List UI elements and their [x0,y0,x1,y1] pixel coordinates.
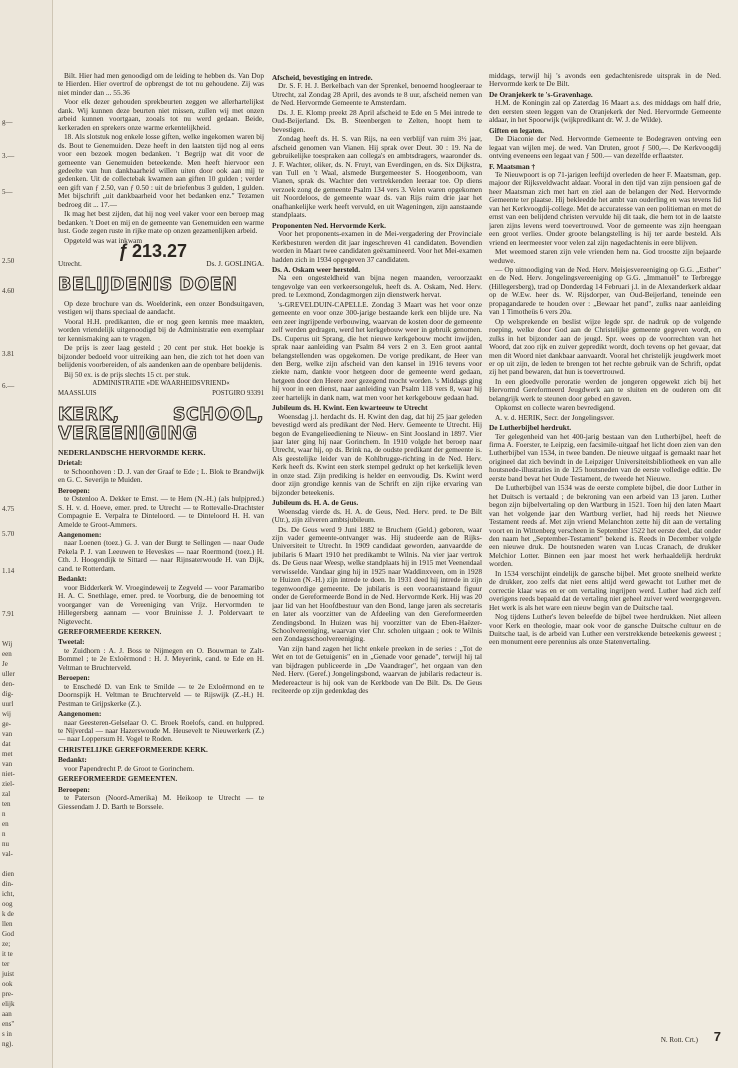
article-paragraph: Opkomst en collecte waren bevredigend. [495,403,616,413]
article-heading: Aangenomen: [58,709,102,719]
article-paragraph: Nog tijdens Luther's leven beleefde de bijbel twee herdrukken. Niet alleen voor Kerk en theologie, maar ook voor de gansche Duitsche cultuur en de Duitsche taal, is de arbeid van Luther een verstrekkende beteekenis geweest ; een monument eere perennius als onze Statenvertaling. [489,612,721,647]
margin-fragment: 2.50 [2,257,15,265]
margin-fragment: God [2,930,15,938]
margin-fragment: 5.70 [2,530,15,538]
article-heading: Bedankt: [58,574,87,584]
margin-fragment: met [2,750,13,758]
article-heading: Jubileum ds. H. Kwint. Een kwarteeuw te Utrecht [272,403,428,413]
margin-fragment: g— [2,118,13,126]
article-heading: Beroepen: [58,485,90,495]
admin-name: ADMINISTRATIE »DE WAARHEIDSVRIEND« [92,380,230,388]
article-paragraph: Na een ongesteldheid van bijna negen maanden, veroorzaakt tengevolge van een verkeersongeluk, heeft ds. A. Oskam, Ned. Herv. pred. te Lexmond, Zondagmorgen zijn dienstwerk hervat. [272,273,482,300]
article-paragraph: In 1534 verschijnt eindelijk de gansche bijbel. Met groote snelheid werkte de drukker, zoo zelfs dat niet eens altijd werd gewacht tot Luther met de correctie klaar was en er om vertaling ingrijpen werd. Luther had zich zelf overigens reeds bepaald dat de vertaling niet geheel zuiver werd weergegeven. Het werk is als het ware een nieuw begin van de Duitsche taal. [489,568,721,612]
article-heading: GEREFORMEERDE GEMEENTEN. [58,774,178,784]
belijdenis-article [58,300,264,379]
heading-belijdenis: BELIJDENIS DOEN [58,274,238,295]
article-heading: Afscheid, bevestiging en intrede. [272,73,373,82]
margin-fragment: een [2,650,12,658]
article-paragraph: te Ostenloo A. Dekker te Emst. — te Hem (N.-H.) (als hulpjpred.) S. H. v. d. Hoeve, emer. pred. te Utrecht — te Rottevalle-Drachtster Compagnie E. Verpalra te Dinteloord. — te Dinteloord H. H. van Amelde te Groot-Ammers. [58,494,264,529]
margin-fragment: juist [2,970,15,978]
margin-fragment: ng). [2,1040,14,1048]
article-paragraph: te Paterson (Noord-Amerika) M. Heikoop te Utrecht — te Giessendam J. D. Barth te Borssele. [58,793,264,811]
section-nhk: NEDERLANDSCHE HERVORMDE KERK. [58,447,206,457]
margin-fragment: n [2,830,6,838]
belijdenis-paragraph: Vooral H.H. predikanten, die er nog geen kennis mee maakten, worden vriendelijk uitgenoodigd bij de Administratie een exemplaar ter kennismaking aan te vragen. [58,316,264,343]
belijdenis-paragraph: Bij 50 ex. is de prijs slechts 15 ct. per stuk. [64,369,191,379]
signer-name: Ds. J. GOSLINGA. [206,258,264,268]
article-paragraph: te Enschedé D. van Enk te Smilde — te 2e Exloërmond en te Doornspijk H. Veltman te Bruchterveld — te Rijswijk (Z.-H.) H. Pestman te Grijpskerke (Z.). [58,681,264,708]
article-heading: Jubileum ds. H. A. de Geus. [272,498,359,508]
margin-fragment: 3.— [2,152,15,160]
article-heading: Beroepen: [58,673,90,683]
article-paragraph: Te Nieuwpoort is op 71-jarigen leeftijd overleden de heer F. Maatsman, gep. majoor der Rijksveldwacht aldaar. Vooral in den tijd van zijn pensioen gaf de heer Maatsman zich met hart en ziel aan de belangen der Ned. Hervormde Gemeente ter plaatse. Hij bekleedde het ambt van ouderling en was tevens lid van het Kerkvoogdij-college. Met de accuratesse van een politieman en met de ernst van een belijdend christen vervulde hij dit taak, die hem tot in de laatste jaren zijns levens werd toevertrouwd. Voor de gemeente was zijn heengaan een groot verlies. Onder groote belangstelling is hij ter aarde besteld. Als vriend en leermeester voor velen zal zijn nagedachtenis in eere blijven. [489,169,721,247]
article-paragraph: De Diaconie der Ned. Hervormde Gemeente te Bodegraven ontving een legaat van wijlen mej. de wed. Van Druten, groot ƒ 500,—. De Kerkvoogdij ontving eveneens een legaat van ƒ 500.— van dezelfde erflaatster. [489,134,721,161]
article-paragraph: Woensdag vierde ds. H. A. de Geus, Ned. Herv. pred. te De Bilt (Utr.), zijn zilveren ambtsjubileum. [272,506,482,525]
margin-fragment: uller [2,670,15,678]
margin-fragment: oog [2,900,13,908]
article-paragraph: Ter gelegenheid van het 400-jarig bestaan van den Lutherbijbel, heeft de firma A. Foerster, te Leipzig, een facsimile-uitgaaf het licht doen zien van den Lutherbijbel van 1534, in twee banden. De nieuwe uitgaaf is gemaakt naar het origineel dat zich bevindt in de Leipziger Universiteitsbibliotheek en van alle houtsnede-illustraties in de 125 houtsneden van de eerste volledige editie. De eerste band bevat het Oude Testament, de tweede het Nieuwe. [489,431,721,483]
margin-fragment: nu [2,840,9,848]
margin-fragment: Wij [2,640,13,648]
article-paragraph: naar Loenen (toez.) G. J. van der Burgt te Sellingen — naar Oude Pekela P. J. van Leeuwen te Heveskes — naar Roermond (toez.) H. Cth. J. Hoogendijk te Sittard — naar Rijnsaterwoude H. van Dijk, cand. te Rotterdam. [58,538,264,573]
article-heading: Ds. A. Oskam weer hersteld. [272,264,361,274]
article-heading: F. Maatsman † [489,161,536,171]
margin-fragment: pre- [2,990,14,998]
article-paragraph: voor Papendrecht P. de Groot te Gorinchem. [64,763,195,773]
margin-fragment: zal [2,790,11,798]
article-paragraph: Op welsprekende en beslist wijze legde spr. de nadruk op de volgende roeping, welke door God aan de Christelijke gemeente gegeven wordt, en zulks in het bijzonder aan de jeugd. Spr. wees op de voorrechten van het Woord, dat zoo rijk en zuiver gepredikt wordt, doch tevens op het gevaar, dat men dit Woord niet dankbaar aanvaardt. Vooral het christelijk jeugdwerk moet er op uit zijn, de leden te brengen tot het rechte gebruik van de Schrift, opdat zij het pand bewaren, dat hun is toevertrouwd. [489,316,721,377]
column-middle [272,72,482,1040]
total-amount: ƒ 213.27 [118,241,188,262]
article-paragraph: Dr. S. F. H. J. Berkelbach van der Sprenkel, benoemd hoogleeraar te Utrecht, zal Zondag 28 April, des avonds te 8 uur, afscheid nemen van de Ned. Hervormde Gemeente te Amsterdam. [272,81,482,108]
margin-fragment: k de [2,910,14,918]
margin-fragment: 4.60 [2,287,15,295]
article-paragraph: 's-GREVELDUIN-CAPELLE. Zondag 3 Maart was het voor onze gemeente en voor onze 300-jarige bestaande kerk een blijde ure. Na een zeer ingrijpende verbouwing, waarvan de kosten door de gemeente zelf werden gedragen, werd het kerkgebouw weer in gebruik genomen. Ds. Cuperus uit Sprang, die het nieuwe kerkgebouw mocht inwijden, sprak naar aanleiding van Psalm 84 vers 2 en 3. Een groot aantal belangstellenden was opgekomen. De vorige predikant, de Heer van den Berg, welke zijn afscheid van den kansel in 1916 tevens voor ziekte nam, dankte voor hetgeen door de gemeente werd gedaan, hetgeen door den Heere zeer gezegend mocht worden. 's Middags ging hij voor in een dienst, naar aanleiding van Psalm 118 vers 8, waar hij zeer hartelijk in dank nam, wat men voor het kerkgebouw gedaan had. [272,299,482,402]
report-paragraph: Bilt. Hier had men genoodigd om de leiding te hebben ds. Van Dop te Hierden. Hier overtrof de opbrengst de tot nu gehoudene. Zij was niet minder dan ... 55.36 [58,72,264,97]
article-heading: CHRISTELIJKE GEREFORMEERDE KERK. [58,744,208,754]
article-heading: GEREFORMEERDE KERKEN. [58,627,162,637]
source-note: N. Rott. Crt.) [660,1036,698,1044]
margin-fragment: ten [2,800,11,808]
collections-report [58,72,264,245]
margin-fragment: ens" [2,1020,15,1028]
article-heading: De Oranjekerk te 's-Gravenhage. [489,89,593,99]
belijdenis-paragraph: Op deze brochure van ds. Woelderink, een onzer Bondsuitgaven, vestigen wij thans speciaal de aandacht. [58,298,264,317]
margin-fragment: icht, [2,890,15,898]
admin-address: MAASSLUIS POSTGIRO 93391 [58,389,264,397]
margin-fragment: 5— [2,188,13,196]
margin-fragment: ook [2,980,13,988]
article-heading: Bedankt: [58,755,87,765]
margin-fragment: s in [2,1030,12,1038]
margin-fragment: den- [2,680,15,688]
margin-fragment: 1.14 [2,567,15,575]
margin-fragment: niet- [2,770,15,778]
page-number: 7 [713,1029,721,1044]
margin-fragment: din- [2,880,14,888]
margin-fragment: n [2,810,6,818]
margin-fragment: elijk [2,1000,15,1008]
margin-fragment: van [2,760,13,768]
article-paragraph: — Op uitnoodiging van de Ned. Herv. Meisjesvereeniging op G.G. „Esther" en de Ned. Herv. Jongelingsvereeniging op G.G. „Immanuël" te Terbregge (Hillegersberg), trad op Donderdag 14 Februari j.l. in de Alexanderkerk aldaar op de W.Ew. heer ds. W. Rijsdorper, van Oud-Beijerland, teneinde een propagandarede te houden over : „Bewaar het pand", zulks naar aanleiding van 1 Timotheüs 6 vers 20a. [489,264,721,317]
margin-fragment: van [2,730,13,738]
church-news [58,459,264,811]
margin-fragment: ge- [2,720,11,728]
article-heading: Beroepen: [58,784,90,794]
article-heading: Drietal: [58,458,83,468]
article-paragraph: Zondag heeft ds. H. S. van Rijs, na een verblijf van ruim 3½ jaar, afscheid genomen van Vianen. Hij sprak over Deut. 30 : 19. Na de gebruikelijke toespraken aan collega's en ambtsdragers, waaronder ds. J. F. Wachter, oliker, ds. N. Fruyt, van Everdingen, en ds. Six Dijkstra, van Tull en 't Waal, alsmede Burgemeester S. Hoogenboom, van Vianen, sprak ds. Wachter den vertrekkenden leeraar toe. Op diens verzoek zong de gemeente Psalm 134 vers 3. Velen waren opgekomen uit Noordeloos, de gemeente waar ds. van Rijs ruim drie jaar het onafhankelijke werk heeft vervuld, en uit Wageningen, zijn aanstaande standplaats. [272,134,482,220]
margin-fragment: aan [2,1010,12,1018]
article-paragraph: voor Bidderkerk W. Vroegindeweij te Zegveld — voor Paramaribo H. A. C. Snethlage, emer. pred. te Voorburg, die de benoeming tot voorganger van de Vereeniging van Vrijz. Hervormden te Hillegersberg aannam — voor Bruinisse J. J. Poldervaart te Nigtevecht. [58,582,264,626]
article-heading: Tweetal: [58,637,85,647]
heading-kerk-school: KERK, SCHOOL, VEREENIGING [58,404,264,444]
article-paragraph: naar Geesteren-Gelselaar O. C. Broek Roelofs, cand. en hulppred. te Nijverdal — naar Hazerswoude M. Heusevelt te Nieuwerkerk (Z.) — naar Loppersum H. Vogel te Roden. [58,717,264,744]
lead-paragraph: middags, terwijl hij 's avonds een gedachtenisrede uitsprak in de Ned. Hervormde kerk te De Bilt. [489,72,721,89]
column-right [489,72,721,1032]
margin-fragment: ze; [2,940,11,948]
article-paragraph: Van zijn hand zagen het licht enkele preeken in de series : „Tot de Wet en tot de Getuigenis" en in „Genade voor genade", terwijl hij tal van bijdragen publiceerde in „De Vaandrager", het orgaan van den Ned. Herv. (Geref.) Jongelingsbond, waarvan de jubilaris redacteur is. Medereacteur is hij ook van de Kerkbode van De Bilt. Ds. De Geus reciteerde op zijn gedenkdag des [272,643,482,696]
belijdenis-paragraph: De prijs is zeer laag gesteld ; 20 cent per stuk. Het boekje is bijzonder bedoeld voor uitreiking aan hen, die zich tot het doen van belijdenis voorbereiden, of als aandenken aan de openbare belijdenis. [58,343,264,370]
article-heading: Giften en legaten. [489,125,544,135]
margin-fragment: 6.— [2,382,15,390]
margin-fragment: 3.81 [2,350,15,358]
margin-fragment: val- [2,850,13,858]
article-paragraph: Ds. J. E. Klomp preekt 28 April afscheid te Ede en 5 Mei intrede te Oud-Beijerland. Ds. B. Steenbergen te Zelten, hoopt hem te bevestigen. [272,107,482,134]
binding-margin [0,0,53,1068]
margin-fragment: dien [2,870,15,878]
margin-fragment: wij [2,710,11,718]
right-articles [489,91,721,647]
article-heading: Proponenten Ned. Hervormde Kerk. [272,220,386,230]
margin-fragment: 4.75 [2,505,15,513]
margin-fragment: 7.91 [2,610,15,618]
report-paragraph: Voor elk dezer gehouden sprekbeurten zeggen we allerhartelijkst dank. Wij kunnen deze beurten niet missen, zullen wij met onzen arbeid kunnen voortgaan, zooals tot nu werd gedaan. Beide, kerkeraden en sprekers onze warme erkentelijkheid. [58,97,264,132]
report-paragraph: Ik mag het best zijden, dat hij nog veel vaker voor een beroep mag bedanken. 't Doet en mij en de gemeente van Genemuiden een warme lust. Gode zegen ruste in rijke mate op onzen gezamenlijken arbeid. [58,209,264,236]
margin-fragment: dat [2,740,11,748]
article-heading: Aangenomen: [58,530,102,540]
column-left [58,72,264,1040]
article-paragraph: A. v. d. HERIK, Secr. der Jongelingsver. [495,412,615,422]
margin-fragment: uurl [2,700,14,708]
report-paragraph: Opgeteld was wat inkwam [64,235,143,245]
margin-fragment: ter [2,960,10,968]
article-paragraph: Woensdag j.l. herdacht ds. H. Kwint den dag, dat hij 25 jaar geleden bevestigd werd als predikant der Ned. Herv. Gemeente te Utrecht. Hij begon de Evangelieediening te Nieuw- en Sint Joosland in 1897. Vier jaar later ging hij naar Gorinchem. In 1910 volgde het beroep naar Utrecht, waar hij, op ds. Brink na, de oudste predikant der gemeente is. Als geestelijke leider van de Kohlbrugge-richting in de Ned. Herv. Kerk heeft ds. Kwint een sterk stempel gedrukt op het kerkelijk leven in onze stad. Zijn prediking is helder en eenvoudig. Ds. Kwint werd door zijn grondige kennis van de Schrift en zijn rijke ervaring van bijzonder beteekenis. [272,411,482,497]
article-paragraph: Met weemoed staren zijn vele vrienden hem na. God troostte zijn bejaarde weduwe. [489,247,721,265]
margin-fragment: dig- [2,690,14,698]
article-paragraph: Voor het proponents-examen in de Mei-vergadering der Provinciale Kerkbesturen werden dit jaar ingeschreven 41 candidaten. Bovendien worden in Maart twee candidaten geëxamineerd. Voor het Mei-examen hadden zich in 1934 opgegeven 37 candidaten. [272,229,482,264]
place-label: Utrecht. [58,258,82,268]
article-paragraph: In een gloedvolle peroratie werden de jongeren opgewekt zich bij het Hervormd Gereformeerd Jeugdwerk aan te sluiten en de ouderen om dit belangrijk werk te steunen door gebed en gaven. [489,376,721,403]
article-paragraph: De Lutherbijbel van 1534 was de eerste complete bijbel, die door Luther in het Duitsch is vertaald ; de bekroning van een arbeid van 13 jaren. Luther begon zijn bijbelvertaling op den Wartburg in 1521. Toen hij den laten Maart van het volgende jaar den Wartburg verliet, had hij reeds het Nieuwe Testament reeds af. Met zijn vriend Melanchton zette hij dit aan de vertaling voort en in Wittenberg verscheen in September 1522 het eerste deel, dat onder den naam het „September-Testament" bekend is. Reeds in December volgde een nieuwe druk. De houtsneden waren van Lucas Cranach, de drukker Melchior Lotter. Binnen een jaar moest het werk herhaaldelijk herdrukt worden. [489,483,721,569]
article-paragraph: te Schoonhoven : D. J. van der Graaf te Ede ; L. Blok te Brandwijk en G. C. Severijn te Muiden. [58,466,264,485]
article-paragraph: te Zuidhorn : A. J. Boss te Nijmegen en O. Bouwman te Zalt-Bommel ; te 2e Exloërmond : H. J. Meyerink, cand. te Ede en H. Veltman te Bruchterveld. [58,645,264,672]
report-paragraph: 18. Als slotstuk nog enkele losse giften, welke ingekomen waren bij ds. Bout te Genemuiden. Deze heeft in den laatsten tijd nog al eens voor een bezoek mogen bedanken. 't Begrijp wat dit voor de gemeente van Genemuiden beteekende. Men heeft hiervoor een gedeelte van hun dankbaarheid willen uiten door ook aan mij te gedenken. Uit de collectebak kwamen aan giften 10 gulden ; verder een gift van ƒ 2.50, van ƒ 0.50 : uit de briefenbus 3 gulden, 1 gulden. Met bijschrift „uit dankbaarheid voor het bedanken enz." Tezamen bedroeg dit ... 17.— [58,132,264,209]
margin-fragment: llen [2,920,13,928]
margin-fragment: en [2,820,9,828]
margin-fragment: Je [2,660,8,668]
article-paragraph: H.M. de Koningin zal op Zaterdag 16 Maart a.s. des middags om half drie, den eersten steen leggen van de Oranjekerk der Ned. Hervormde Gemeente aldaar, in het Spoorwijk (wijkpredikant dr. W. J. de Wilde). [489,98,721,125]
article-heading: De Lutherbijbel herdrukt. [489,423,572,433]
article-paragraph: Ds. De Geus werd 9 Juni 1882 te Bruchem (Geld.) geboren, waar zijn vader gemeente-ontvanger was. Hij studeerde aan de Rijks-Universiteit te Utrecht. In 1909 candidaat geworden, aanvaardde de jubilaris 6 Maart 1910 het predikambt te Wilnis. Na vier jaar vertrok ds. De Geus naar Weesp, welke standplaats hij in 1915 met Veenendaal verwisselde. Vandaar ging hij in 1925 naar Waddinxveen, om in 1928 te Huizen (N.-H.) zijn intrede te doen. In 1931 deed hij intrede in zijn tegenwoordige gemeente. De jubilaris is een vooraanstaand figuur onder de Gereformeerde Bond in de Ned. Hervormde Kerk. Hij was 20 jaar lid van het Hoofdbestuur van den Bond, lange jaren als secretaris en later als voorzitter van de Afdeeling van den Gereformeerden Zendingsbond. In Huizen was hij voorzitter van de Eben-Haëzer-Schoolvereeniging, waarvan vier Chr. scholen uitgaan ; ook te Wilnis een Zondagsschoolvereeniging. [272,524,482,644]
margin-fragment: ziel- [2,780,15,788]
margin-fragment: it te [2,950,13,958]
